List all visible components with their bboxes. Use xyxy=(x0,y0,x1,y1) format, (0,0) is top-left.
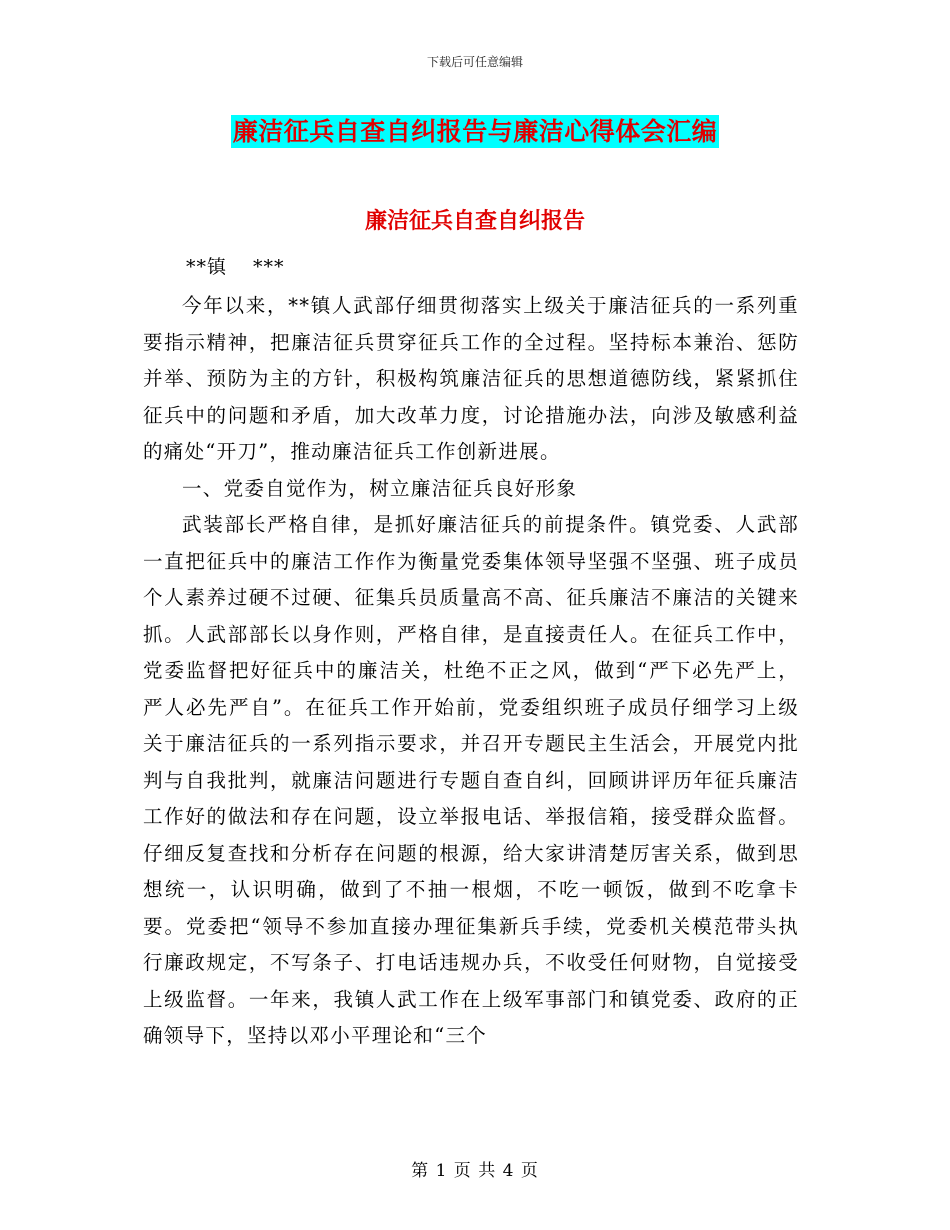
document-title xyxy=(0,112,950,148)
body-text xyxy=(143,288,799,1055)
author-name: *** xyxy=(253,256,285,278)
paragraph-heading-1: 一、党委自觉作为，树立廉洁征兵良好形象 xyxy=(182,476,578,500)
page-footer: 第 1 页 共 4 页 xyxy=(411,1161,539,1181)
section-title: 廉洁征兵自查自纠报告 xyxy=(364,209,585,234)
header-note: 下载后可任意编辑 xyxy=(426,55,523,69)
author-town: **镇 xyxy=(186,256,228,278)
document-title-text: 廉洁征兵自查自纠报告与廉洁心得体会汇编 xyxy=(232,117,718,146)
paragraph-intro: 今年以来，**镇人武部仔细贯彻落实上级关于廉洁征兵的一系列重要指示精神，把廉洁征兵贯穿征兵工作的全过程。坚持标本兼治、惩防并举、预防为主的方针，积极构筑廉洁征兵的思想道德防线，紧紧抓住征兵中的问题和矛盾，加大改革力度，讨论措施办法，向涉及敏感利益的痛处“开刀”，推动廉洁征兵工作创新进展。 xyxy=(143,294,799,463)
paragraph-body-1: 武装部长严格自律，是抓好廉洁征兵的前提条件。镇党委、人武部一直把征兵中的廉洁工作作为衡量党委集体领导坚强不坚强、班子成员个人素养过硬不过硬、征集兵员质量高不高、征兵廉洁不廉洁的关键来抓。人武部部长以身作则，严格自律，是直接责任人。在征兵工作中，党委监督把好征兵中的廉洁关，杜绝不正之风，做到“严下必先严上，严人必先严自”。在征兵工作开始前，党委组织班子成员仔细学习上级关于廉洁征兵的一系列指示要求，并召开专题民主生活会，开展党内批判与自我批判，就廉洁问题进行专题自查自纠，回顾讲评历年征兵廉洁工作好的做法和存在问题，设立举报电话、举报信箱，接受群众监督。仔细反复查找和分析存在问题的根源，给大家讲清楚厉害关系，做到思想统一，认识明确，做到了不抽一根烟，不吃一顿饭，做到不吃拿卡要。党委把“领导不参加直接办理征集新兵手续，党委机关模范带头执行廉政规定，不写条子、打电话违规办兵，不收受任何财物，自觉接受上级监督。一年来，我镇人武工作在上级军事部门和镇党委、政府的正确领导下，坚持以邓小平理论和“三个 xyxy=(143,513,799,1047)
author-line xyxy=(186,252,311,279)
